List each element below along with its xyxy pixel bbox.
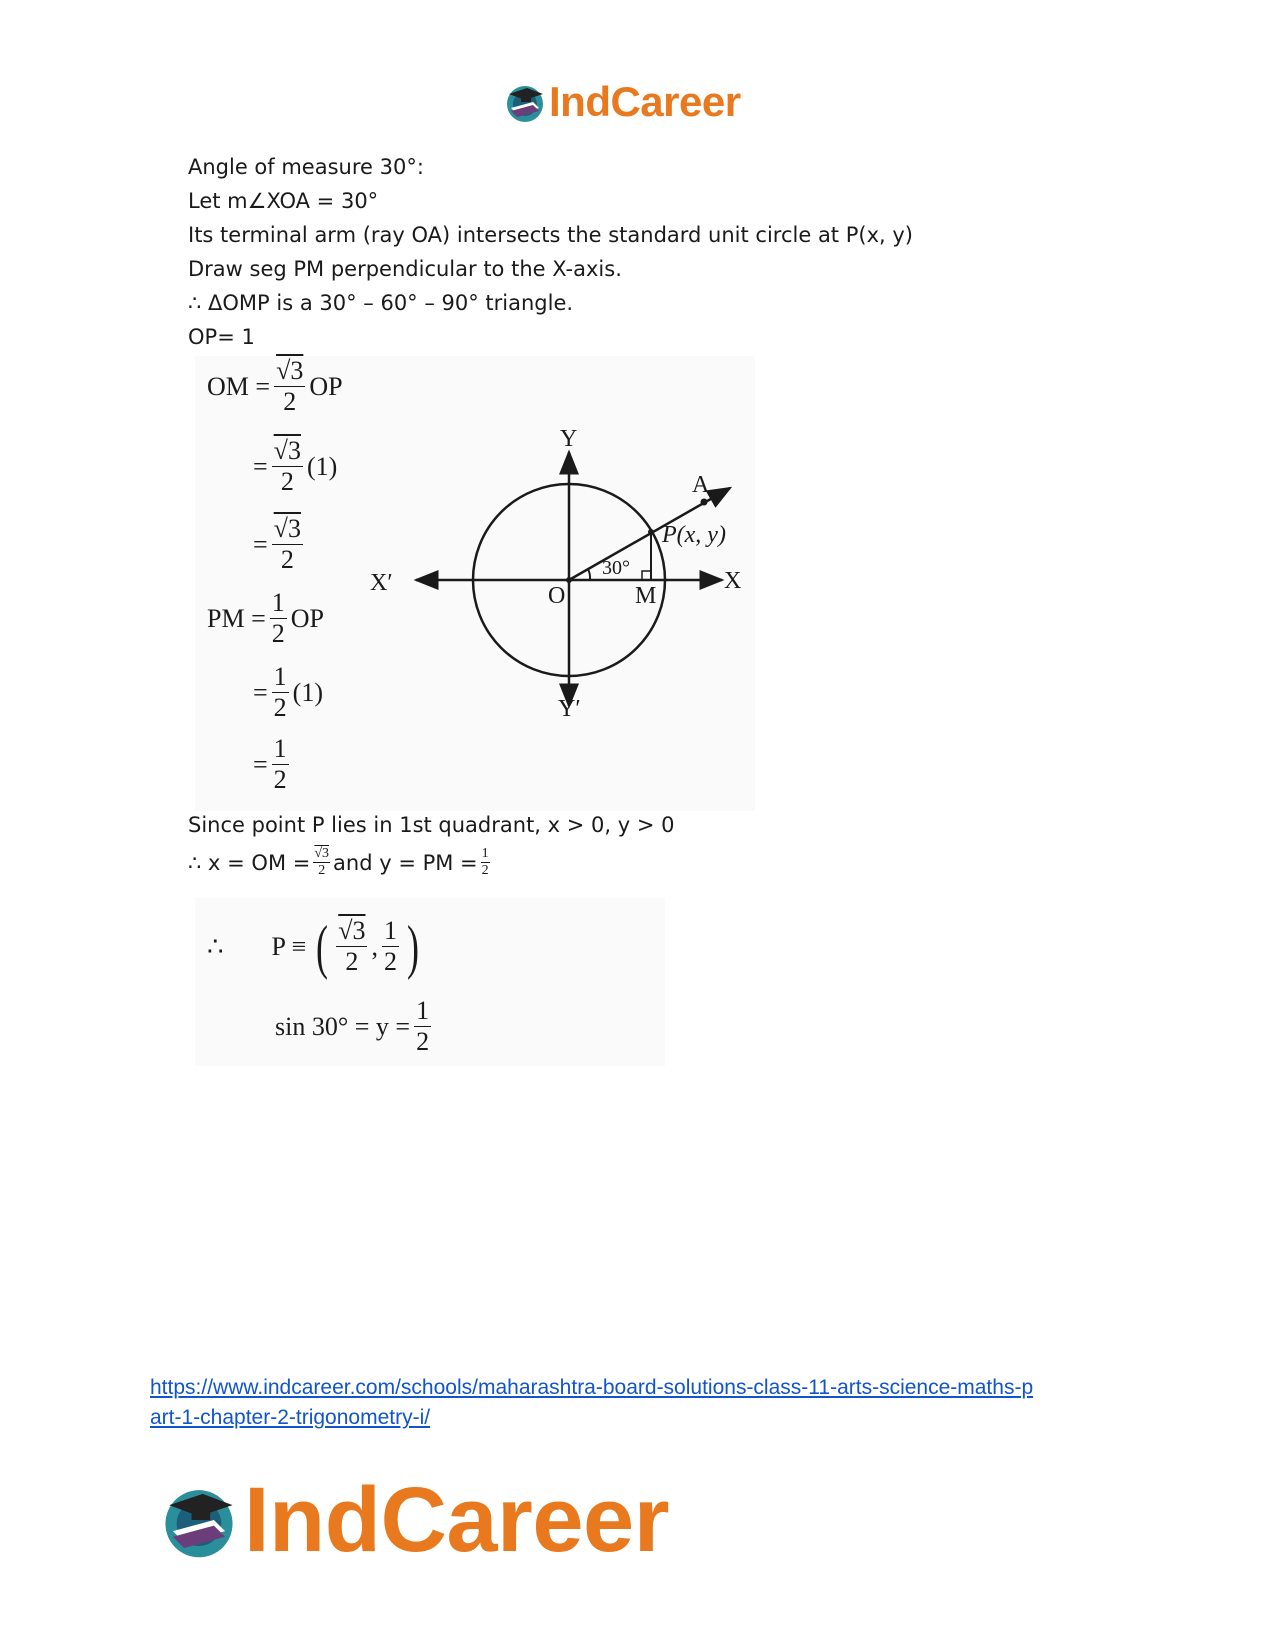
header-logo [503,78,741,126]
brand-wordmark: IndCareer [244,1469,669,1571]
label-p: P(x, y) [662,522,726,548]
intro-line: ∴ ΔOMP is a 30° – 60° – 90° triangle. [188,291,574,315]
intro-line: Draw seg PM perpendicular to the X-axis. [188,257,622,281]
brand-wordmark: IndCareer [549,78,741,125]
source-url-link[interactable]: https://www.indcareer.com/schools/maharashtra-board-solutions-class-11-arts-science-maths-p [150,1376,1034,1399]
right-angle-mark [642,571,651,580]
om-step: = $\frac{√3}{2}$ (1) [253,436,338,496]
quadrant-statement: Since point P lies in 1st quadrant, x > 0, y > 0 [188,813,675,837]
angle-arc [588,569,590,580]
intro-line: Angle of measure 30°: [188,155,424,179]
intro-line: OP= 1 [188,325,255,349]
om-result: = $\frac{√3}{2}$ [253,514,301,574]
intro-line: Let m∠XOA = 30° [188,189,379,213]
footer-logo [158,1470,669,1570]
label-x: X [724,568,742,594]
intro-line: Its terminal arm (ray OA) intersects the standard unit circle at P(x, y) [188,223,913,247]
point-o [566,577,572,583]
label-x-prime: X′ [370,570,393,596]
unit-circle-diagram [370,396,755,716]
label-o: O [548,583,566,609]
om-equation: OM = $\frac{√3}{2}$ OP [207,356,343,416]
label-y: Y [560,426,578,452]
label-a: A [692,472,710,498]
point-a [701,499,708,506]
graduation-cap-logo-icon [503,80,547,124]
sin30-equation: sin 30° = y = $\frac{1}{2}$ [275,996,430,1056]
pm-step: = $\frac{1}{2}$ (1) [253,662,323,722]
source-url-link-continued[interactable]: art-1-chapter-2-trigonometry-i/ [150,1406,431,1429]
pm-result: = $\frac{1}{2}$ [253,734,287,794]
label-m: M [635,583,657,609]
label-angle: 30° [602,557,630,579]
graduation-cap-logo-icon [158,1479,240,1561]
point-p-coordinates: ∴ P ≡ ( $\frac{√3}{2}$ , $\frac{1}{2}$ ) [207,913,419,980]
label-y-prime: Y′ [558,696,581,716]
derivation-image [195,356,755,811]
result-image [195,898,665,1066]
pm-equation: PM = $\frac{1}{2}$ OP [207,588,324,648]
point-p [648,529,654,535]
xy-values-line: ∴ x = OM = $\frac{√3}{2}$ and y = PM = $\frac{1}{2}$ [188,846,489,878]
